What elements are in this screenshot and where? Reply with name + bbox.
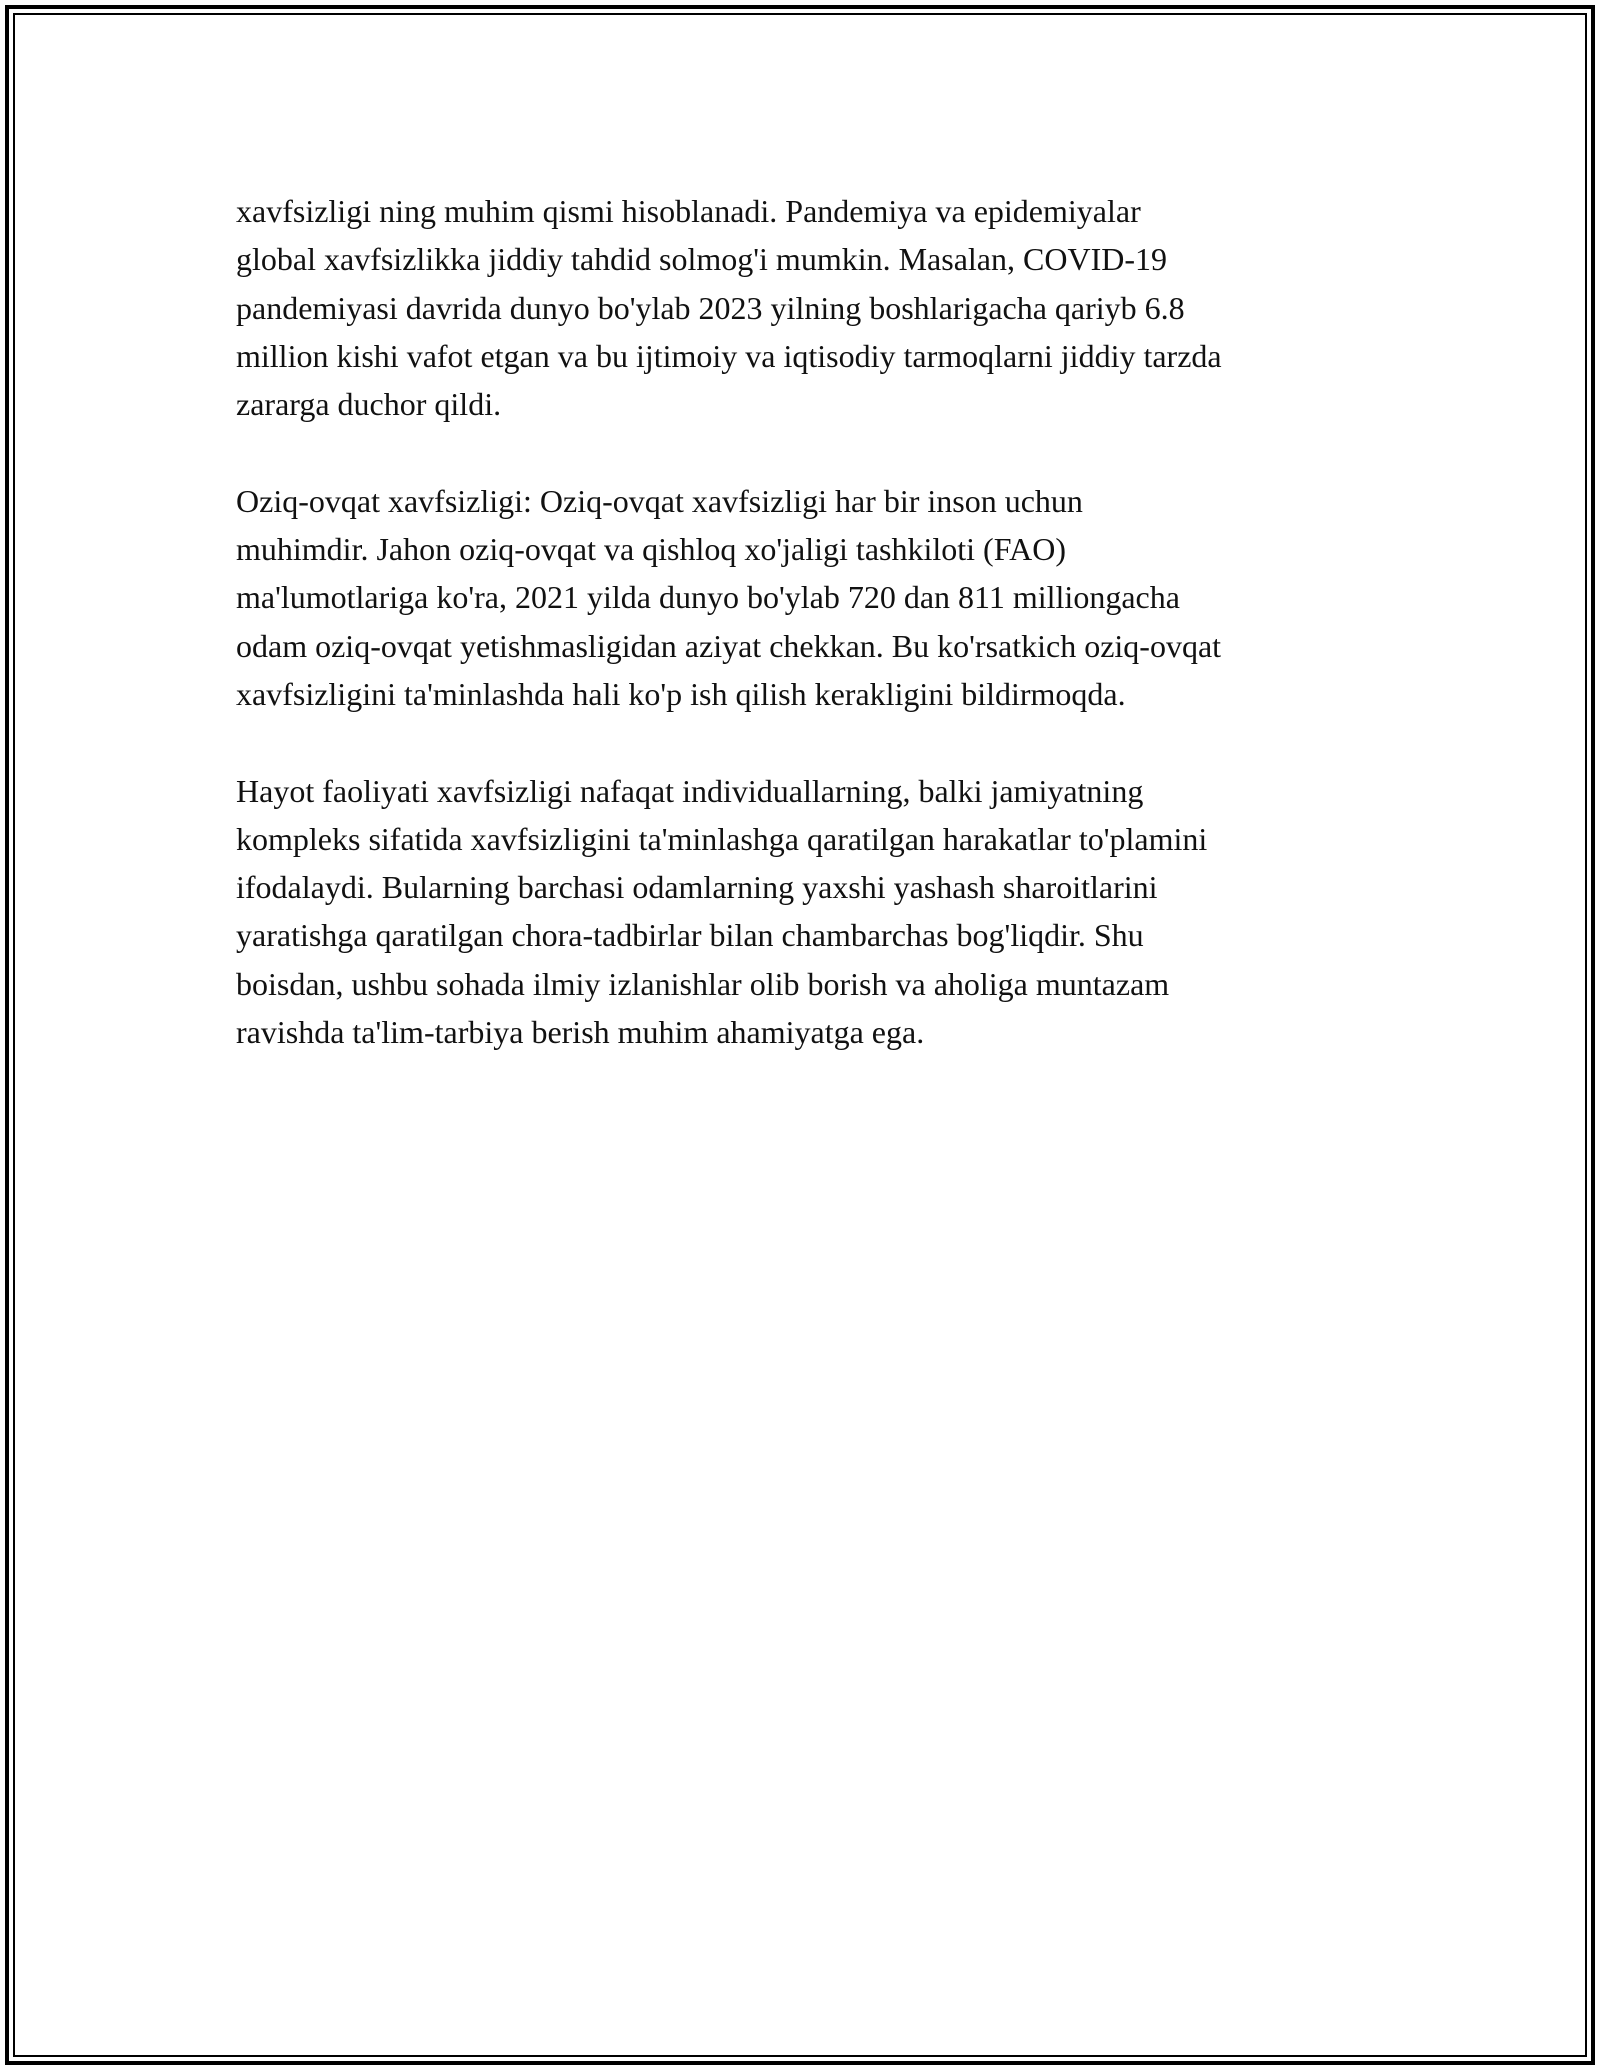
text-line: boisdan, ushbu sohada ilmiy izlanishlar olib borish va aholiga muntazam: [236, 965, 1170, 1002]
text-line: ravishda ta'lim-tarbiya berish muhim ahamiyatga ega.: [236, 1014, 925, 1051]
text-line: zararga duchor qildi.: [236, 386, 502, 423]
text-line: pandemiyasi davrida dunyo bo'ylab 2023 yilning boshlarigacha qariyb 6.8: [236, 289, 1185, 326]
text-line: Hayot faoliyati xavfsizligi nafaqat individuallarning, balki jamiyatning: [236, 772, 1144, 809]
text-line: global xavfsizlikka jiddiy tahdid solmog'i mumkin. Masalan, COVID-19: [236, 241, 1167, 278]
text-line: ifodalaydi. Bularning barchasi odamlarning yaxshi yashash sharoitlarini: [236, 869, 1158, 906]
text-line: yaratishga qaratilgan chora-tadbirlar bilan chambarchas bog'liqdir. Shu: [236, 917, 1144, 954]
paragraph-3: [236, 767, 1386, 1057]
document-body: [236, 187, 1386, 1105]
text-line: Oziq-ovqat xavfsizligi: Oziq-ovqat xavfsizligi har bir inson uchun: [236, 482, 1083, 519]
text-line: million kishi vafot etgan va bu ijtimoiy va iqtisodiy tarmoqlarni jiddiy tarzda: [236, 337, 1222, 374]
text-line: ma'lumotlariga ko'ra, 2021 yilda dunyo bo'ylab 720 dan 811 milliongacha: [236, 579, 1180, 616]
text-line: odam oziq-ovqat yetishmasligidan aziyat chekkan. Bu ko'rsatkich oziq-ovqat: [236, 627, 1222, 664]
text-line: xavfsizligi ning muhim qismi hisoblanadi. Pandemiya va epidemiyalar: [236, 193, 1141, 229]
paragraph-1: [236, 187, 1386, 428]
text-line: muhimdir. Jahon oziq-ovqat va qishloq xo'jaligi tashkiloti (FAO): [236, 531, 1066, 568]
text-line: xavfsizligini ta'minlashda hali ko'p ish qilish kerakligini bildirmoqda.: [236, 675, 1126, 712]
text-line: kompleks sifatida xavfsizligini ta'minlashga qaratilgan harakatlar to'plamini: [236, 820, 1208, 857]
paragraph-2: [236, 477, 1386, 718]
